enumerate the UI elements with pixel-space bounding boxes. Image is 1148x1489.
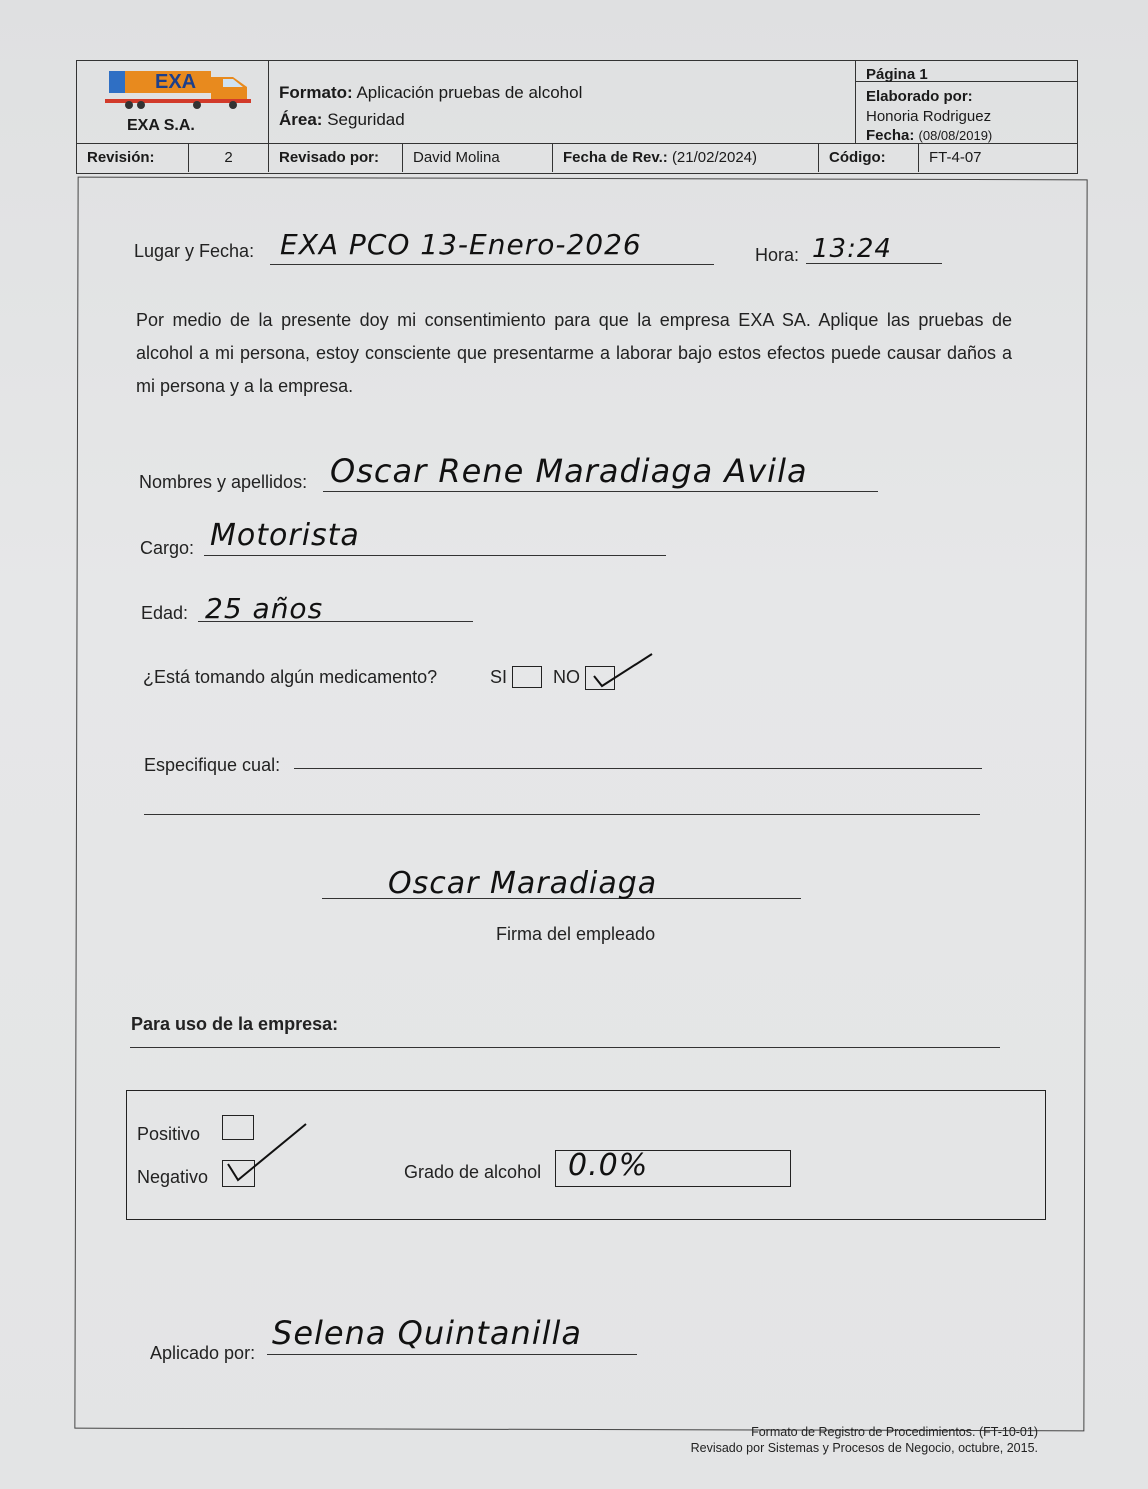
empresa-line: [130, 1047, 1000, 1048]
especifique-line-1[interactable]: [294, 768, 982, 769]
revision-label: Revisión:: [77, 144, 189, 172]
revisado-value: David Molina: [403, 144, 553, 172]
hora-value[interactable]: 13:24: [812, 234, 892, 264]
lugar-line: [270, 264, 714, 265]
area-line: [279, 110, 405, 130]
fecha-rev-cell: [553, 144, 819, 172]
aplicado-label: Aplicado por:: [150, 1343, 256, 1363]
check-mark-icon-2: [222, 1120, 312, 1186]
revision-row: [76, 144, 1078, 174]
formato-label: Formato:: [279, 83, 353, 102]
codigo-label: Código:: [819, 144, 919, 172]
edad-label: Edad:: [141, 603, 189, 623]
si-checkbox[interactable]: [512, 666, 542, 688]
nombres-line: [323, 491, 878, 492]
nombres-value[interactable]: Oscar Rene Maradiaga Avila: [330, 452, 808, 490]
cargo-line: [204, 555, 666, 556]
nombres-label: Nombres y apellidos:: [139, 472, 308, 492]
area-value: Seguridad: [327, 110, 405, 129]
grado-value[interactable]: 0.0%: [568, 1148, 649, 1183]
firma-value[interactable]: Oscar Maradiaga: [388, 866, 658, 901]
grado-label: Grado de alcohol: [404, 1162, 542, 1182]
footer-line-1: Formato de Registro de Procedimientos. (FT-10-01): [751, 1425, 1038, 1439]
medicamento-label: ¿Está tomando algún medicamento?: [143, 667, 438, 687]
footer-line-2: Revisado por Sistemas y Procesos de Negocio, octubre, 2015.: [690, 1441, 1038, 1455]
hora-label: Hora:: [755, 245, 800, 265]
footer: [691, 1424, 1038, 1456]
page-info-cell: [855, 61, 1078, 143]
cargo-label: Cargo:: [140, 538, 195, 558]
lugar-value[interactable]: EXA PCO 13-Enero-2026: [280, 228, 642, 261]
firma-label: Firma del empleado: [496, 924, 656, 944]
page-number: Página 1: [866, 66, 928, 83]
aplicado-line: [267, 1354, 637, 1355]
formato-value: Aplicación pruebas de alcohol: [356, 83, 583, 102]
logo-cell: [77, 61, 269, 143]
revision-value: 2: [189, 144, 269, 172]
fecha-value: (08/08/2019): [918, 128, 993, 143]
elaborado-value: Honoria Rodriguez: [866, 108, 992, 125]
fecha-rev-label: Fecha de Rev.:: [563, 149, 668, 166]
aplicado-value[interactable]: Selena Quintanilla: [272, 1314, 582, 1352]
cargo-value[interactable]: Motorista: [210, 518, 360, 553]
fecha-rev-value: (21/02/2024): [671, 149, 758, 166]
header-table: [76, 60, 1078, 144]
codigo-value: FT-4-07: [929, 149, 982, 166]
area-label: Área:: [279, 110, 323, 129]
consent-paragraph: Por medio de la presente doy mi consentimiento para que la empresa EXA SA. Aplique las pruebas de alcohol a mi persona, estoy consciente que presentarme a laborar bajo estos efectos puede causar daños a mi persona y a la empresa.: [136, 310, 1012, 396]
fecha-label: Fecha:: [866, 127, 915, 144]
negativo-label: Negativo: [137, 1167, 209, 1187]
revisado-label: Revisado por:: [269, 144, 403, 172]
positivo-label: Positivo: [137, 1124, 201, 1144]
especifique-label: Especifique cual:: [144, 755, 281, 775]
edad-value[interactable]: 25 años: [205, 592, 324, 625]
empresa-label: Para uso de la empresa:: [131, 1014, 339, 1034]
no-label: NO: [553, 667, 580, 687]
logo-text: EXA: [155, 71, 197, 93]
fecha-line: [866, 127, 992, 144]
elaborado-label: Elaborado por:: [866, 88, 973, 105]
si-label: SI: [490, 667, 508, 687]
check-mark-icon: [588, 650, 658, 692]
formato-line: [279, 83, 582, 103]
company-name: EXA S.A.: [127, 117, 195, 134]
lugar-label: Lugar y Fecha:: [134, 241, 255, 261]
especifique-line-2[interactable]: [144, 814, 980, 815]
